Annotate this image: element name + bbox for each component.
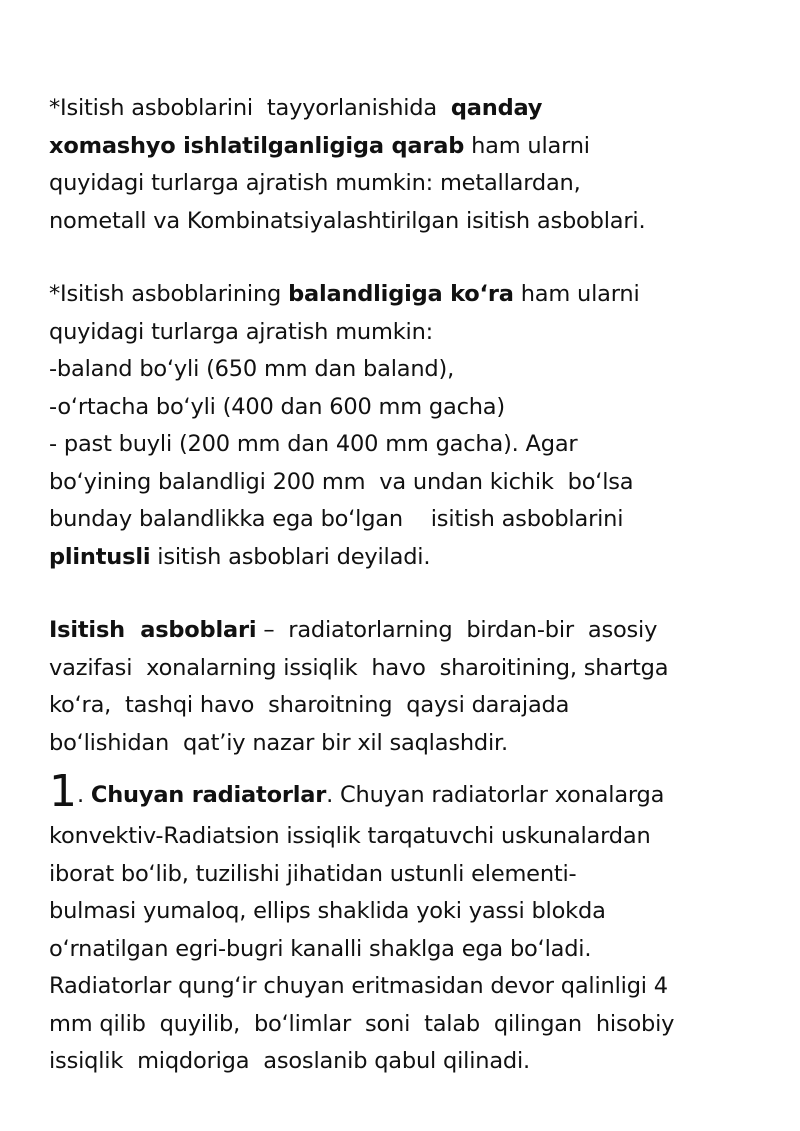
text-line: bulmasi yumaloq, ellips shaklida yoki yassi blokda [49, 898, 606, 924]
text-line [49, 539, 755, 577]
text-line: Radiatorlar qung‘ir chuyan eritmasidan devor qalinligi 4 [49, 973, 668, 999]
text-line: nometall va Kombinatsiyalashtirilgan isitish asboblari. [49, 207, 646, 234]
section-heading-line [49, 766, 755, 818]
paragraph-material-types [49, 90, 755, 240]
text-span: isitish asboblari deyiladi. [150, 543, 431, 570]
text-line: bunday balandlikka ega bo‘lgan isitish asboblarini [49, 506, 624, 532]
paragraph-gap [49, 576, 755, 612]
text-line: konvektiv-Radiatsion issiqlik tarqatuvchi uskunalardan [49, 823, 651, 849]
text-line [49, 612, 755, 650]
text-line [49, 128, 755, 166]
text-span: *Isitish asboblarini tayyorlanishida [49, 95, 451, 121]
bold-text: plintusli [49, 543, 151, 570]
text-span: . Chuyan radiatorlar xonalarga [326, 782, 665, 808]
bold-text: xomashyo ishlatilganligiga qarab [49, 132, 465, 159]
paragraph-cast-iron-radiators [49, 766, 755, 1081]
text-line: vazifasi xonalarning issiqlik havo sharoitining, shartga [49, 654, 669, 681]
text-line: mm qilib quyilib, bo‘limlar soni talab qilingan hisobiy [49, 1010, 675, 1037]
text-line [49, 276, 755, 314]
text-span: ham ularni [513, 281, 640, 307]
list-item-short: - past buyli (200 mm dan 400 mm gacha). Agar [49, 431, 578, 457]
text-line: o‘rnatilgan egri-bugri kanalli shaklga ega bo‘ladi. [49, 935, 592, 962]
text-line [49, 90, 755, 128]
list-item-medium: -o‘rtacha bo‘yli (400 dan 600 mm gacha) [49, 393, 505, 420]
text-line: ko‘ra, tashqi havo sharoitning qaysi darajada [49, 692, 570, 718]
bold-text: qanday [450, 95, 543, 121]
text-span: . [77, 782, 91, 808]
text-span: ham ularni [464, 132, 590, 159]
paragraph-definition [49, 612, 755, 762]
text-span: *Isitish asboblarining [49, 281, 289, 307]
text-line: quyidagi turlarga ajratish mumkin: [49, 318, 434, 345]
list-item-tall: -baland bo‘yli (650 mm dan baland), [49, 356, 455, 382]
text-line: issiqlik miqdoriga asoslanib qabul qilinadi. [49, 1048, 531, 1074]
paragraph-gap [49, 762, 755, 770]
bold-text: balandligiga ko‘ra [288, 281, 514, 307]
text-span: – radiatorlarning birdan-bir asosiy [256, 617, 658, 643]
section-title: Chuyan radiatorlar [90, 782, 327, 808]
section-number: 1 [49, 766, 77, 817]
text-line: bo‘yining balandligi 200 mm va undan kichik bo‘lsa [49, 468, 634, 495]
text-line: quyidagi turlarga ajratish mumkin: metallardan, [49, 170, 581, 196]
text-line: bo‘lishidan qat’iy nazar bir xil saqlashdir. [49, 729, 508, 756]
paragraph-gap [49, 240, 755, 276]
bold-text: Isitish asboblari [49, 617, 257, 643]
document-page [49, 90, 755, 1081]
paragraph-height-types [49, 276, 755, 576]
text-line: iborat bo‘lib, tuzilishi jihatidan ustunli elementi- [49, 860, 577, 887]
